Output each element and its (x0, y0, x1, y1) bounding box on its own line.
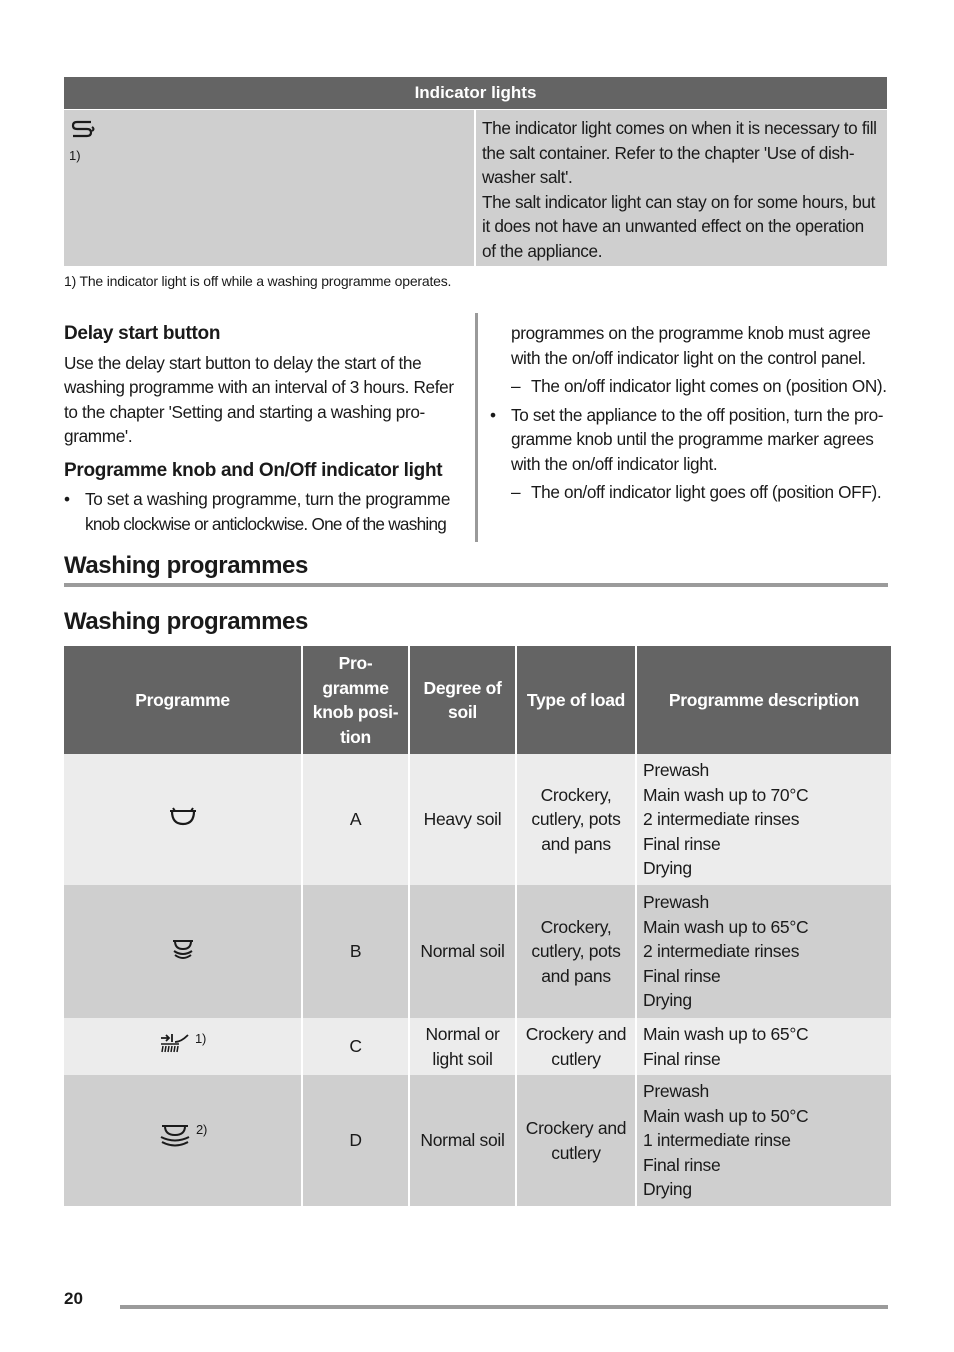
load-line: cutlery (551, 1142, 601, 1163)
knob-bullet-line: To set the appliance to the off position, turn the pro- (511, 404, 884, 425)
description-line: Main wash up to 70°C (643, 784, 809, 805)
knob-bullet-1 (64, 487, 469, 536)
header-line: Type of load (526, 689, 626, 710)
description-cell (637, 1018, 891, 1075)
description-line: Final rinse (643, 1048, 721, 1069)
knob-bullet-1-continued (490, 321, 890, 370)
description-line: Prewash (643, 760, 709, 781)
load-line: Crockery and (525, 1118, 627, 1138)
knob-bullet-line: with the on/off indicator light on the control panel. (511, 347, 866, 368)
header-line: soil (448, 702, 477, 722)
indicator-description-line: of the appliance. (482, 240, 603, 261)
load-line: and pans (541, 965, 611, 986)
description-line: Final rinse (643, 833, 721, 854)
header-line: Programme (135, 689, 230, 710)
table-row (64, 1018, 891, 1075)
dash-symbol: – (511, 376, 521, 396)
description-line: Main wash up to 65°C (643, 916, 809, 937)
description-line: 1 intermediate rinse (643, 1130, 791, 1151)
indicator-footnote: 1) The indicator light is off while a washing programme operates. (64, 273, 452, 289)
load-line: cutlery (551, 1048, 601, 1069)
description-line: Main wash up to 50°C (643, 1105, 809, 1126)
knob-position-cell: A (303, 754, 408, 885)
soil-cell (410, 754, 515, 885)
normal-soil-pot-icon (169, 935, 197, 968)
soil-cell (410, 1075, 515, 1206)
quick-wash-icon (159, 1032, 191, 1061)
description-line: Prewash (643, 892, 709, 913)
dash-symbol: – (511, 482, 521, 502)
programme-knob-heading: Programme knob and On/Off indicator light (64, 459, 443, 481)
description-line: Drying (643, 858, 692, 879)
table-header-row (64, 646, 891, 754)
knob-bullet-line: gramme knob until the programme marker agrees (511, 429, 874, 449)
header-programme (64, 646, 301, 754)
description-cell (637, 885, 891, 1018)
indicator-table-row (64, 110, 887, 266)
description-cell (637, 1075, 891, 1206)
knob-position-cell: B (303, 885, 408, 1018)
header-line: Programme description (668, 689, 860, 710)
indicator-table-header: Indicator lights (64, 77, 887, 109)
indicator-description-line: the salt container. Refer to the chapter 'Use of dish- (482, 142, 855, 163)
knob-dash-2 (490, 480, 890, 505)
indicator-symbol-cell (64, 110, 474, 266)
section-title-washing-programmes: Washing programmes (64, 552, 308, 579)
programme-footnote-mark: 1) (195, 1031, 206, 1047)
column-divider (475, 313, 478, 542)
programme-symbol-cell (64, 1018, 301, 1075)
delay-start-paragraph (64, 351, 469, 449)
table-row (64, 1075, 891, 1206)
salt-indicator-icon (69, 118, 97, 147)
knob-bullet-line: programmes on the programme knob must agree (511, 323, 871, 343)
programme-symbol-cell (64, 1075, 301, 1206)
knob-bullet-line: To set a washing programme, turn the programme (85, 489, 451, 509)
header-type-of-load (517, 646, 635, 754)
programme-footnote-mark: 2) (196, 1122, 207, 1138)
knob-bullet-line: knob clockwise or anticlockwise. One of the washing (85, 513, 447, 534)
programme-symbol-cell (64, 885, 301, 1018)
soil-line: Normal soil (420, 1130, 505, 1151)
description-line: 2 intermediate rinses (643, 809, 800, 830)
indicator-footnote-mark: 1) (69, 148, 81, 163)
washing-programmes-table (62, 646, 893, 1206)
soil-line: light soil (432, 1048, 493, 1069)
soil-cell (410, 885, 515, 1018)
description-cell (637, 754, 891, 885)
load-line: cutlery, pots (531, 809, 621, 830)
description-line: Drying (643, 990, 692, 1011)
indicator-lights-table (64, 77, 887, 266)
knob-bullet-2 (490, 403, 890, 477)
load-cell (517, 885, 635, 1018)
knob-position-cell: D (303, 1075, 408, 1206)
load-line: Crockery and (525, 1024, 627, 1044)
load-cell (517, 1075, 635, 1206)
description-line: Drying (643, 1179, 692, 1200)
delay-start-line: gramme'. (64, 426, 133, 446)
delay-start-line: Use the delay start button to delay the start of the (64, 352, 422, 373)
heavy-soil-pot-icon (167, 804, 199, 835)
indicator-description-line: it does not have an unwanted effect on the operation (482, 216, 864, 236)
delay-start-line: washing programme with an interval of 3 hours. Refer (64, 377, 454, 397)
knob-position-cell: C (303, 1018, 408, 1075)
table-row (64, 885, 891, 1018)
description-line: Main wash up to 65°C (643, 1024, 809, 1044)
load-cell (517, 754, 635, 885)
header-line: Pro- (338, 653, 373, 673)
bullet-symbol: • (64, 489, 70, 509)
knob-dash-line: The on/off indicator light comes on (position ON). (531, 376, 887, 396)
header-programme-description (637, 646, 891, 754)
page-number: 20 (64, 1289, 83, 1308)
section-rule (64, 583, 888, 587)
indicator-description-line: washer salt'. (482, 167, 573, 187)
indicator-description-line: The indicator light comes on when it is necessary to fill (482, 118, 877, 138)
soil-line: Normal or (425, 1024, 500, 1044)
load-line: and pans (541, 833, 611, 854)
header-line: Degree of (423, 677, 502, 698)
load-line: Crockery, (540, 916, 612, 937)
header-line: knob posi- (312, 702, 399, 722)
programme-symbol-cell (64, 754, 301, 885)
table-row (64, 754, 891, 885)
left-column (64, 322, 469, 536)
footer-rule (120, 1305, 888, 1309)
delay-start-heading: Delay start button (64, 323, 221, 344)
header-line: gramme (322, 677, 389, 698)
subsection-title-washing-programmes: Washing programmes (64, 608, 308, 635)
description-line: 2 intermediate rinses (643, 941, 800, 962)
delay-start-line: to the chapter 'Setting and starting a washing pro- (64, 401, 425, 422)
header-knob-position (303, 646, 408, 754)
load-cell (517, 1018, 635, 1075)
indicator-description-line: The salt indicator light can stay on for some hours, but (482, 191, 876, 212)
description-line: Final rinse (643, 1154, 721, 1175)
description-line: Final rinse (643, 965, 721, 986)
bullet-symbol: • (490, 404, 496, 425)
header-line: tion (340, 726, 371, 747)
header-degree-of-soil (410, 646, 515, 754)
soil-cell (410, 1018, 515, 1075)
load-line: Crockery, (540, 784, 612, 805)
soil-line: Heavy soil (423, 809, 502, 830)
indicator-description-cell (476, 110, 887, 266)
eco-wash-icon (158, 1123, 192, 1158)
knob-dash-line: The on/off indicator light goes off (position OFF). (531, 482, 882, 502)
description-line: Prewash (643, 1081, 709, 1102)
right-column (490, 321, 890, 505)
load-line: cutlery, pots (531, 941, 621, 962)
knob-bullet-line: with the on/off indicator light. (511, 453, 718, 474)
soil-line: Normal soil (420, 941, 505, 962)
knob-dash-1 (490, 374, 890, 399)
